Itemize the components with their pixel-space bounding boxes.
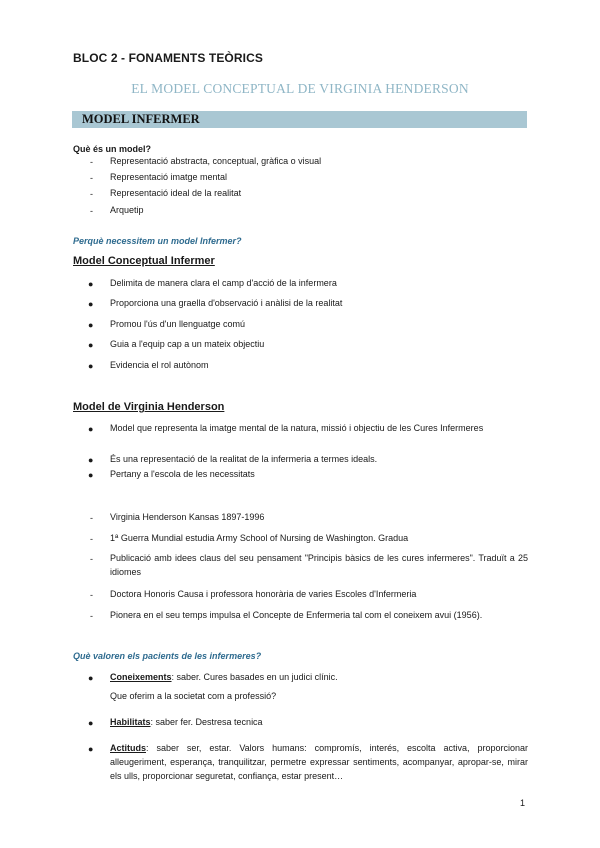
section-title: MODEL INFERMER	[82, 112, 200, 126]
knowledge-text: : saber. Cures basades en un judici clínic.	[171, 672, 338, 682]
dash-marker: -	[90, 590, 93, 600]
list-item: Doctora Honoris Causa i professora honorària de varies Escoles d'Infermeria	[110, 589, 417, 599]
skills-term: Habilitats	[110, 717, 151, 727]
list-item: Arquetip	[110, 205, 144, 215]
dash-marker: -	[90, 173, 93, 183]
attitudes-term: Actituds	[110, 743, 146, 753]
skills-item	[110, 716, 263, 730]
list-item: És una representació de la realitat de la infermeria a termes ideals.	[110, 454, 378, 464]
dash-marker: -	[90, 534, 93, 544]
model-question: Què és un model?	[73, 144, 152, 154]
list-item: 1ª Guerra Mundial estudia Army School of Nursing de Washington. Gradua	[110, 533, 409, 543]
skills-text: : saber fer. Destresa tecnica	[150, 717, 263, 727]
list-item: Evidencia el rol autònom	[110, 360, 209, 370]
bullet-marker: ●	[88, 299, 94, 309]
list-item: Delimita de manera clara el camp d'acció de la infermera	[110, 278, 337, 288]
dash-marker: -	[90, 513, 93, 523]
bullet-marker: ●	[88, 340, 94, 350]
bloc-label: BLOC 2 - FONAMENTS TEÒRICS	[73, 51, 263, 65]
list-item: Publicació amb idees claus del seu pensament "Principis bàsics de les cures infermeres". Traduït a 25 idiomes	[110, 553, 528, 577]
list-item: Representació ideal de la realitat	[110, 188, 242, 198]
section-bar	[72, 111, 527, 128]
why-subheading: Perquè necessitem un model Infermer?	[73, 236, 242, 246]
dash-marker: -	[90, 189, 93, 199]
attitudes-text: : saber ser, estar. Valors humans: compromís, interés, escolta activa, proporcionar alleugeriment, esperança, tranquilitzar, permetre expressar sentiments, acompanyar, apropar-se, mirar els ulls, proporcionar seguretat, confiança, estar present…	[110, 743, 528, 781]
bullet-marker: ●	[88, 744, 94, 754]
document-title: EL MODEL CONCEPTUAL DE VIRGINIA HENDERSON	[131, 81, 469, 96]
bullet-marker: ●	[88, 470, 94, 480]
dash-marker: -	[90, 206, 93, 216]
list-item: Guia a l'equip cap a un mateix objectiu	[110, 339, 265, 349]
list-item: Virginia Henderson Kansas 1897-1996	[110, 512, 265, 522]
list-item: Model que representa la imatge mental de la natura, missió i objectiu de les Cures Infermeres	[110, 423, 484, 433]
bullet-marker: ●	[88, 455, 94, 465]
dash-marker: -	[90, 554, 93, 564]
bullet-marker: ●	[88, 361, 94, 371]
list-item: Proporciona una graella d'observació i anàlisi de la realitat	[110, 298, 343, 308]
values-subheading: Què valoren els pacients de les infermeres?	[73, 651, 262, 661]
bullet-marker: ●	[88, 279, 94, 289]
page-number: 1	[520, 798, 526, 808]
bullet-marker: ●	[88, 424, 94, 434]
list-item: Pertany a l'escola de les necessitats	[110, 469, 255, 479]
list-item: Pionera en el seu temps impulsa el Concepte de Enfermeria tal com el coneixem avui (1956).	[110, 610, 483, 620]
bullet-marker: ●	[88, 320, 94, 330]
list-item: Representació abstracta, conceptual, gràfica o visual	[110, 156, 322, 166]
conceptual-heading: Model Conceptual Infermer	[73, 255, 215, 267]
dash-marker: -	[90, 611, 93, 621]
knowledge-item	[110, 671, 338, 685]
dash-marker: -	[90, 157, 93, 167]
bullet-marker: ●	[88, 718, 94, 728]
list-item: Promou l'ús d'un llenguatge comú	[110, 319, 246, 329]
henderson-heading: Model de Virginia Henderson	[73, 401, 225, 413]
knowledge-term: Coneixements	[110, 672, 172, 682]
list-item: Representació imatge mental	[110, 172, 228, 182]
knowledge-text-2: Que oferim a la societat com a professió?	[110, 691, 277, 701]
bullet-marker: ●	[88, 673, 94, 683]
attitudes-item	[110, 741, 528, 783]
